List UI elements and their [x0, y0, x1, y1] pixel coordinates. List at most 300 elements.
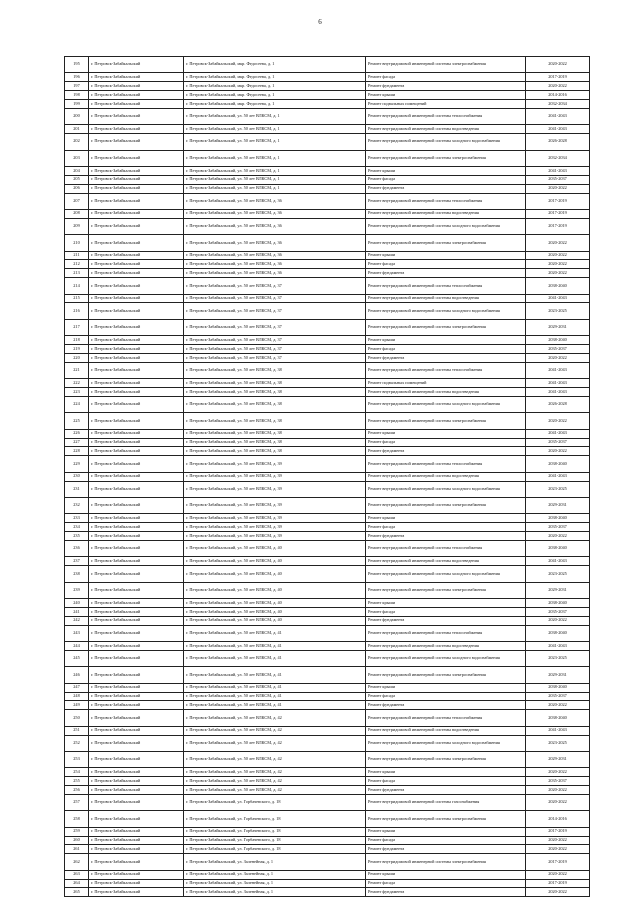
address-cell: г. Петровск-Забайкальский, ул. 50 лет ВЛКСМ, д. 37	[184, 353, 366, 362]
address-cell: г. Петровск-Забайкальский, ул. 50 лет ВЛКСМ, д. 42	[184, 735, 366, 751]
address-cell: г. Петровск-Забайкальский, ул. 50 лет ВЛКСМ, д. 41	[184, 692, 366, 701]
work-type-cell: Ремонт фасада	[366, 438, 526, 447]
period-cell: 2020-2022	[526, 836, 590, 845]
municipality-cell: г. Петровск-Забайкальский	[89, 125, 184, 134]
period-cell: 2041-2043	[526, 642, 590, 651]
address-cell: г. Петровск-Забайкальский, ул. 50 лет ВЛКСМ, д. 40	[184, 540, 366, 556]
period-cell: 2020-2022	[526, 269, 590, 278]
address-cell: г. Петровск-Забайкальский, ул. 50 лет ВЛКСМ, д. 38	[184, 413, 366, 429]
municipality-cell: г. Петровск-Забайкальский	[89, 438, 184, 447]
table-row	[65, 879, 590, 888]
work-type-cell: Ремонт внутридомовой инженерной системы теплоснабжения	[366, 108, 526, 124]
address-cell: г. Петровск-Забайкальский, ул. 50 лет ВЛКСМ, д. 38	[184, 438, 366, 447]
municipality-cell: г. Петровск-Забайкальский	[89, 82, 184, 91]
municipality-cell: г. Петровск-Забайкальский	[89, 99, 184, 108]
row-number: 222	[65, 379, 89, 388]
address-cell: г. Петровск-Забайкальский, ул. 50 лет ВЛКСМ, д. 40	[184, 616, 366, 625]
work-type-cell: Ремонт внутридомовой инженерной системы водоотведения	[366, 472, 526, 481]
municipality-cell: г. Петровск-Забайкальский	[89, 134, 184, 150]
address-cell: г. Петровск-Забайкальский, мкр. Федосеева, д. 1	[184, 57, 366, 73]
table-row	[65, 514, 590, 523]
work-type-cell: Ремонт внутридомовой инженерной системы теплоснабжения	[366, 710, 526, 726]
work-type-cell: Ремонт крыши	[366, 827, 526, 836]
period-cell: 2035-2037	[526, 438, 590, 447]
address-cell: г. Петровск-Забайкальский, ул. 50 лет ВЛКСМ, д. 37	[184, 345, 366, 354]
row-number: 242	[65, 616, 89, 625]
table-row	[65, 683, 590, 692]
period-cell: 2020-2022	[526, 845, 590, 854]
address-cell: г. Петровск-Забайкальский, ул. Горбачевского, д. 18	[184, 794, 366, 810]
address-cell: г. Петровск-Забайкальский, ул. 50 лет ВЛКСМ, д. 36	[184, 193, 366, 209]
period-cell: 2026-2028	[526, 134, 590, 150]
row-number: 244	[65, 642, 89, 651]
table-row	[65, 642, 590, 651]
municipality-cell: г. Петровск-Забайкальский	[89, 269, 184, 278]
address-cell: г. Петровск-Забайкальский, ул. 50 лет ВЛКСМ, д. 40	[184, 582, 366, 598]
work-type-cell: Ремонт внутридомовой инженерной системы электроснабжения	[366, 235, 526, 251]
row-number: 210	[65, 235, 89, 251]
work-type-cell: Ремонт крыши	[366, 768, 526, 777]
row-number: 233	[65, 514, 89, 523]
municipality-cell: г. Петровск-Забайкальский	[89, 91, 184, 100]
period-cell: 2020-2022	[526, 794, 590, 810]
municipality-cell: г. Петровск-Забайкальский	[89, 710, 184, 726]
municipality-cell: г. Петровск-Забайкальский	[89, 260, 184, 269]
table-row	[65, 557, 590, 566]
address-cell: г. Петровск-Забайкальский, ул. 50 лет ВЛКСМ, д. 42	[184, 777, 366, 786]
municipality-cell: г. Петровск-Забайкальский	[89, 557, 184, 566]
table-row	[65, 794, 590, 810]
municipality-cell: г. Петровск-Забайкальский	[89, 692, 184, 701]
address-cell: г. Петровск-Забайкальский, ул. 50 лет ВЛКСМ, д. 39	[184, 523, 366, 532]
row-number: 205	[65, 175, 89, 184]
row-number: 206	[65, 184, 89, 193]
work-type-cell: Ремонт фасада	[366, 73, 526, 82]
row-number: 225	[65, 413, 89, 429]
period-cell: 2023-2025	[526, 735, 590, 751]
address-cell: г. Петровск-Забайкальский, ул. 50 лет ВЛКСМ, д. 39	[184, 456, 366, 472]
period-cell: 2041-2043	[526, 472, 590, 481]
table-row	[65, 73, 590, 82]
municipality-cell: г. Петровск-Забайкальский	[89, 193, 184, 209]
table-row	[65, 218, 590, 234]
work-type-cell: Ремонт внутридомовой инженерной системы электроснабжения	[366, 751, 526, 767]
row-number: 260	[65, 836, 89, 845]
row-number: 203	[65, 150, 89, 166]
period-cell: 2035-2037	[526, 175, 590, 184]
row-number: 211	[65, 251, 89, 260]
address-cell: г. Петровск-Забайкальский, ул. 50 лет ВЛКСМ, д. 42	[184, 710, 366, 726]
municipality-cell: г. Петровск-Забайкальский	[89, 616, 184, 625]
row-number: 253	[65, 751, 89, 767]
address-cell: г. Петровск-Забайкальский, ул. 50 лет ВЛКСМ, д. 42	[184, 751, 366, 767]
table-row	[65, 888, 590, 897]
row-number: 262	[65, 854, 89, 870]
address-cell: г. Петровск-Забайкальский, ул. 50 лет ВЛКСМ, д. 36	[184, 251, 366, 260]
table-row	[65, 353, 590, 362]
period-cell: 2038-2040	[526, 514, 590, 523]
table-row	[65, 134, 590, 150]
period-cell: 2020-2022	[526, 616, 590, 625]
table-row	[65, 125, 590, 134]
municipality-cell: г. Петровск-Забайкальский	[89, 472, 184, 481]
municipality-cell: г. Петровск-Забайкальский	[89, 353, 184, 362]
work-type-cell: Ремонт фасада	[366, 692, 526, 701]
address-cell: г. Петровск-Забайкальский, ул. 50 лет ВЛКСМ, д. 1	[184, 108, 366, 124]
row-number: 204	[65, 166, 89, 175]
address-cell: г. Петровск-Забайкальский, ул. 50 лет ВЛКСМ, д. 39	[184, 532, 366, 541]
row-number: 215	[65, 294, 89, 303]
municipality-cell: г. Петровск-Забайкальский	[89, 498, 184, 514]
work-type-cell: Ремонт крыши	[366, 336, 526, 345]
table-row	[65, 438, 590, 447]
address-cell: г. Петровск-Забайкальский, ул. 50 лет ВЛКСМ, д. 36	[184, 218, 366, 234]
municipality-cell: г. Петровск-Забайкальский	[89, 625, 184, 641]
row-number: 212	[65, 260, 89, 269]
row-number: 231	[65, 481, 89, 497]
work-type-cell: Ремонт фасада	[366, 260, 526, 269]
period-cell: 2038-2040	[526, 336, 590, 345]
period-cell: 2041-2043	[526, 108, 590, 124]
row-number: 243	[65, 625, 89, 641]
row-number: 257	[65, 794, 89, 810]
work-type-cell: Ремонт внутридомовой инженерной системы электроснабжения	[366, 811, 526, 827]
work-type-cell: Ремонт внутридомовой инженерной системы теплоснабжения	[366, 278, 526, 294]
period-cell: 2029-2031	[526, 319, 590, 335]
period-cell: 2041-2043	[526, 429, 590, 438]
period-cell: 2038-2040	[526, 278, 590, 294]
table-row	[65, 498, 590, 514]
table-row	[65, 388, 590, 397]
row-number: 236	[65, 540, 89, 556]
work-type-cell: Ремонт внутридомовой инженерной системы газоснабжения	[366, 794, 526, 810]
table-row	[65, 650, 590, 666]
work-type-cell: Ремонт фундамента	[366, 786, 526, 795]
address-cell: г. Петровск-Забайкальский, ул. 50 лет ВЛКСМ, д. 1	[184, 150, 366, 166]
municipality-cell: г. Петровск-Забайкальский	[89, 235, 184, 251]
address-cell: г. Петровск-Забайкальский, ул. 50 лет ВЛКСМ, д. 38	[184, 388, 366, 397]
address-cell: г. Петровск-Забайкальский, ул. 50 лет ВЛКСМ, д. 41	[184, 650, 366, 666]
municipality-cell: г. Петровск-Забайкальский	[89, 456, 184, 472]
address-cell: г. Петровск-Забайкальский, ул. 50 лет ВЛКСМ, д. 39	[184, 481, 366, 497]
table-row	[65, 726, 590, 735]
municipality-cell: г. Петровск-Забайкальский	[89, 683, 184, 692]
row-number: 197	[65, 82, 89, 91]
row-number: 209	[65, 218, 89, 234]
period-cell: 2041-2043	[526, 726, 590, 735]
table-row	[65, 811, 590, 827]
address-cell: г. Петровск-Забайкальский, ул. Заленейная, д. 1	[184, 870, 366, 879]
work-type-cell: Ремонт внутридомовой инженерной системы холодного водоснабжения	[366, 396, 526, 412]
period-cell: 2032-2034	[526, 99, 590, 108]
municipality-cell: г. Петровск-Забайкальский	[89, 379, 184, 388]
work-type-cell: Ремонт внутридомовой инженерной системы холодного водоснабжения	[366, 303, 526, 319]
work-type-cell: Ремонт внутридомовой инженерной системы холодного водоснабжения	[366, 134, 526, 150]
row-number: 213	[65, 269, 89, 278]
row-number: 259	[65, 827, 89, 836]
table-body	[65, 57, 590, 897]
period-cell: 2041-2043	[526, 294, 590, 303]
row-number: 254	[65, 768, 89, 777]
table-row	[65, 99, 590, 108]
table-row	[65, 481, 590, 497]
work-type-cell: Ремонт фасада	[366, 777, 526, 786]
row-number: 199	[65, 99, 89, 108]
period-cell: 2020-2022	[526, 888, 590, 897]
table-row	[65, 845, 590, 854]
table-row	[65, 379, 590, 388]
municipality-cell: г. Петровск-Забайкальский	[89, 786, 184, 795]
municipality-cell: г. Петровск-Забайкальский	[89, 345, 184, 354]
address-cell: г. Петровск-Забайкальский, ул. Горбачевского, д. 18	[184, 845, 366, 854]
table-row	[65, 57, 590, 73]
municipality-cell: г. Петровск-Забайкальский	[89, 429, 184, 438]
period-cell: 2020-2022	[526, 82, 590, 91]
row-number: 234	[65, 523, 89, 532]
municipality-cell: г. Петровск-Забайкальский	[89, 811, 184, 827]
address-cell: г. Петровск-Забайкальский, ул. Заленейная, д. 1	[184, 879, 366, 888]
municipality-cell: г. Петровск-Забайкальский	[89, 175, 184, 184]
row-number: 232	[65, 498, 89, 514]
row-number: 235	[65, 532, 89, 541]
period-cell: 2041-2043	[526, 362, 590, 378]
page-number: 6	[318, 18, 322, 26]
table-row	[65, 827, 590, 836]
row-number: 220	[65, 353, 89, 362]
table-row	[65, 836, 590, 845]
municipality-cell: г. Петровск-Забайкальский	[89, 319, 184, 335]
table-row	[65, 532, 590, 541]
municipality-cell: г. Петровск-Забайкальский	[89, 218, 184, 234]
address-cell: г. Петровск-Забайкальский, мкр. Федосеева, д. 1	[184, 73, 366, 82]
table-row	[65, 456, 590, 472]
period-cell: 2017-2019	[526, 218, 590, 234]
work-type-cell: Ремонт крыши	[366, 166, 526, 175]
table-row	[65, 260, 590, 269]
work-type-cell: Ремонт фасада	[366, 175, 526, 184]
table-row	[65, 751, 590, 767]
address-cell: г. Петровск-Забайкальский, ул. 50 лет ВЛКСМ, д. 36	[184, 235, 366, 251]
period-cell: 2023-2025	[526, 566, 590, 582]
table-row	[65, 319, 590, 335]
period-cell: 2020-2022	[526, 353, 590, 362]
row-number: 238	[65, 566, 89, 582]
address-cell: г. Петровск-Забайкальский, ул. 50 лет ВЛКСМ, д. 39	[184, 514, 366, 523]
municipality-cell: г. Петровск-Забайкальский	[89, 854, 184, 870]
period-cell: 2014-2016	[526, 811, 590, 827]
address-cell: г. Петровск-Забайкальский, ул. 50 лет ВЛКСМ, д. 41	[184, 642, 366, 651]
work-type-cell: Ремонт внутридомовой инженерной системы теплоснабжения	[366, 540, 526, 556]
row-number: 239	[65, 582, 89, 598]
address-cell: г. Петровск-Забайкальский, мкр. Федосеева, д. 1	[184, 99, 366, 108]
table-row	[65, 91, 590, 100]
row-number: 228	[65, 447, 89, 456]
municipality-cell: г. Петровск-Забайкальский	[89, 777, 184, 786]
period-cell: 2020-2022	[526, 251, 590, 260]
work-type-cell: Ремонт фундамента	[366, 353, 526, 362]
municipality-cell: г. Петровск-Забайкальский	[89, 726, 184, 735]
table-row	[65, 396, 590, 412]
period-cell: 2029-2031	[526, 751, 590, 767]
work-type-cell: Ремонт внутридомовой инженерной системы водоотведения	[366, 726, 526, 735]
work-type-cell: Ремонт фундамента	[366, 701, 526, 710]
period-cell: 2020-2022	[526, 786, 590, 795]
row-number: 198	[65, 91, 89, 100]
period-cell: 2017-2019	[526, 73, 590, 82]
period-cell: 2041-2043	[526, 166, 590, 175]
table-row	[65, 472, 590, 481]
row-number: 263	[65, 870, 89, 879]
municipality-cell: г. Петровск-Забайкальский	[89, 251, 184, 260]
row-number: 226	[65, 429, 89, 438]
period-cell: 2035-2037	[526, 777, 590, 786]
period-cell: 2020-2022	[526, 260, 590, 269]
period-cell: 2035-2037	[526, 692, 590, 701]
work-type-cell: Ремонт фундамента	[366, 616, 526, 625]
row-number: 202	[65, 134, 89, 150]
address-cell: г. Петровск-Забайкальский, ул. 50 лет ВЛКСМ, д. 38	[184, 396, 366, 412]
address-cell: г. Петровск-Забайкальский, ул. 50 лет ВЛКСМ, д. 41	[184, 701, 366, 710]
period-cell: 2041-2043	[526, 388, 590, 397]
table-row	[65, 362, 590, 378]
work-type-cell: Ремонт внутридомовой инженерной системы холодного водоснабжения	[366, 735, 526, 751]
table-row	[65, 599, 590, 608]
period-cell: 2017-2019	[526, 854, 590, 870]
row-number: 221	[65, 362, 89, 378]
municipality-cell: г. Петровск-Забайкальский	[89, 278, 184, 294]
row-number: 207	[65, 193, 89, 209]
address-cell: г. Петровск-Забайкальский, ул. Горбачевского, д. 18	[184, 827, 366, 836]
row-number: 208	[65, 209, 89, 218]
municipality-cell: г. Петровск-Забайкальский	[89, 845, 184, 854]
municipality-cell: г. Петровск-Забайкальский	[89, 888, 184, 897]
municipality-cell: г. Петровск-Забайкальский	[89, 794, 184, 810]
table-row	[65, 175, 590, 184]
row-number: 251	[65, 726, 89, 735]
period-cell: 2041-2043	[526, 125, 590, 134]
period-cell: 2035-2037	[526, 523, 590, 532]
work-type-cell: Ремонт фундамента	[366, 845, 526, 854]
municipality-cell: г. Петровск-Забайкальский	[89, 836, 184, 845]
work-type-cell: Ремонт внутридомовой инженерной системы электроснабжения	[366, 57, 526, 73]
municipality-cell: г. Петровск-Забайкальский	[89, 582, 184, 598]
municipality-cell: г. Петровск-Забайкальский	[89, 396, 184, 412]
address-cell: г. Петровск-Забайкальский, ул. 50 лет ВЛКСМ, д. 37	[184, 303, 366, 319]
period-cell: 2035-2037	[526, 607, 590, 616]
address-cell: г. Петровск-Забайкальский, мкр. Федосеева, д. 1	[184, 91, 366, 100]
row-number: 258	[65, 811, 89, 827]
address-cell: г. Петровск-Забайкальский, ул. 50 лет ВЛКСМ, д. 40	[184, 557, 366, 566]
work-type-cell: Ремонт фасада	[366, 836, 526, 845]
work-type-cell: Ремонт фундамента	[366, 184, 526, 193]
row-number: 223	[65, 388, 89, 397]
address-cell: г. Петровск-Забайкальский, ул. 50 лет ВЛКСМ, д. 41	[184, 625, 366, 641]
row-number: 227	[65, 438, 89, 447]
table-row	[65, 166, 590, 175]
municipality-cell: г. Петровск-Забайкальский	[89, 362, 184, 378]
work-type-cell: Ремонт внутридомовой инженерной системы водоотведения	[366, 125, 526, 134]
period-cell: 2038-2040	[526, 683, 590, 692]
period-cell: 2038-2040	[526, 599, 590, 608]
table-row	[65, 582, 590, 598]
row-number: 214	[65, 278, 89, 294]
row-number: 216	[65, 303, 89, 319]
address-cell: г. Петровск-Забайкальский, ул. Горбачевского, д. 18	[184, 811, 366, 827]
period-cell: 2041-2043	[526, 379, 590, 388]
address-cell: г. Петровск-Забайкальский, ул. 50 лет ВЛКСМ, д. 36	[184, 260, 366, 269]
table-row	[65, 777, 590, 786]
table-row	[65, 336, 590, 345]
work-type-cell: Ремонт фундамента	[366, 269, 526, 278]
table-row	[65, 251, 590, 260]
period-cell: 2020-2022	[526, 184, 590, 193]
work-type-cell: Ремонт внутридомовой инженерной системы электроснабжения	[366, 150, 526, 166]
municipality-cell: г. Петровск-Забайкальский	[89, 532, 184, 541]
work-type-cell: Ремонт крыши	[366, 429, 526, 438]
period-cell: 2020-2022	[526, 870, 590, 879]
work-type-cell: Ремонт внутридомовой инженерной системы водоотведения	[366, 642, 526, 651]
period-cell: 2017-2019	[526, 193, 590, 209]
period-cell: 2038-2040	[526, 456, 590, 472]
municipality-cell: г. Петровск-Забайкальский	[89, 642, 184, 651]
address-cell: г. Петровск-Забайкальский, ул. 50 лет ВЛКСМ, д. 1	[184, 134, 366, 150]
table-row	[65, 184, 590, 193]
address-cell: г. Петровск-Забайкальский, ул. 50 лет ВЛКСМ, д. 38	[184, 447, 366, 456]
address-cell: г. Петровск-Забайкальский, ул. 50 лет ВЛКСМ, д. 40	[184, 607, 366, 616]
address-cell: г. Петровск-Забайкальский, ул. 50 лет ВЛКСМ, д. 36	[184, 269, 366, 278]
address-cell: г. Петровск-Забайкальский, ул. 50 лет ВЛКСМ, д. 37	[184, 278, 366, 294]
municipality-cell: г. Петровск-Забайкальский	[89, 701, 184, 710]
row-number: 246	[65, 667, 89, 683]
row-number: 195	[65, 57, 89, 73]
address-cell: г. Петровск-Забайкальский, ул. 50 лет ВЛКСМ, д. 40	[184, 599, 366, 608]
row-number: 247	[65, 683, 89, 692]
address-cell: г. Петровск-Забайкальский, ул. 50 лет ВЛКСМ, д. 42	[184, 726, 366, 735]
address-cell: г. Петровск-Забайкальский, ул. 50 лет ВЛКСМ, д. 36	[184, 209, 366, 218]
municipality-cell: г. Петровск-Забайкальский	[89, 481, 184, 497]
period-cell: 2014-2016	[526, 91, 590, 100]
table-row	[65, 735, 590, 751]
municipality-cell: г. Петровск-Забайкальский	[89, 184, 184, 193]
address-cell: г. Петровск-Забайкальский, ул. 50 лет ВЛКСМ, д. 38	[184, 379, 366, 388]
address-cell: г. Петровск-Забайкальский, ул. 50 лет ВЛКСМ, д. 37	[184, 319, 366, 335]
address-cell: г. Петровск-Забайкальский, ул. 50 лет ВЛКСМ, д. 38	[184, 362, 366, 378]
address-cell: г. Петровск-Забайкальский, ул. 50 лет ВЛКСМ, д. 42	[184, 768, 366, 777]
period-cell: 2020-2022	[526, 413, 590, 429]
work-type-cell: Ремонт подвальных помещений	[366, 379, 526, 388]
table-row	[65, 193, 590, 209]
period-cell: 2020-2022	[526, 701, 590, 710]
table-row	[65, 235, 590, 251]
row-number: 217	[65, 319, 89, 335]
table-row	[65, 294, 590, 303]
address-cell: г. Петровск-Забайкальский, ул. 50 лет ВЛКСМ, д. 1	[184, 175, 366, 184]
period-cell: 2029-2031	[526, 582, 590, 598]
municipality-cell: г. Петровск-Забайкальский	[89, 514, 184, 523]
table-row	[65, 786, 590, 795]
table-row	[65, 82, 590, 91]
work-type-cell: Ремонт внутридомовой инженерной системы электроснабжения	[366, 582, 526, 598]
municipality-cell: г. Петровск-Забайкальский	[89, 768, 184, 777]
municipality-cell: г. Петровск-Забайкальский	[89, 413, 184, 429]
work-type-cell: Ремонт фундамента	[366, 888, 526, 897]
work-type-cell: Ремонт фасада	[366, 879, 526, 888]
period-cell: 2029-2031	[526, 667, 590, 683]
municipality-cell: г. Петровск-Забайкальский	[89, 751, 184, 767]
table-row	[65, 345, 590, 354]
period-cell: 2017-2019	[526, 879, 590, 888]
municipality-cell: г. Петровск-Забайкальский	[89, 447, 184, 456]
